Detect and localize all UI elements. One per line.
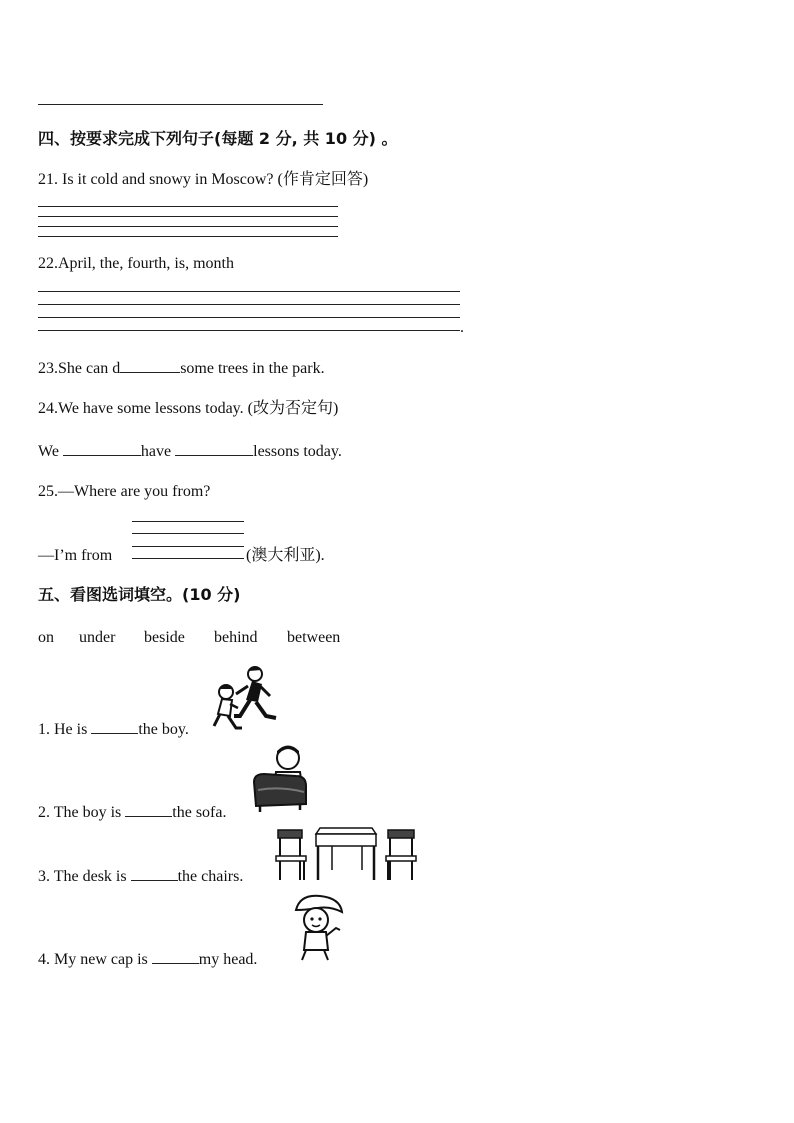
answer-line: [132, 533, 244, 534]
exercise-text: 4. My new cap is: [38, 951, 152, 968]
answer-line: [38, 226, 338, 227]
answer-line: [38, 304, 460, 305]
word-bank-item: beside: [144, 629, 185, 646]
boy-behind-sofa-picture: [250, 742, 310, 816]
answer-blank[interactable]: [120, 358, 180, 373]
question-24-text: We: [38, 443, 63, 460]
question-23: [38, 358, 325, 379]
question-22: 22.April, the, fourth, is, month: [38, 255, 234, 272]
answer-line: [38, 236, 338, 237]
answer-line: [38, 206, 338, 207]
section-title: 四、按要求完成下列句子(每题 2 分, 共 10 分) 。: [38, 129, 398, 148]
question-21: 21. Is it cold and snowy in Moscow? (作肯定回答): [38, 171, 369, 188]
question-25-answer-prefix: —I’m from: [38, 547, 113, 564]
answer-line: [38, 291, 460, 292]
exercise-4: [38, 949, 257, 970]
answer-blank[interactable]: [125, 802, 172, 817]
answer-line: [38, 317, 460, 318]
exercise-2: [38, 802, 226, 823]
answer-line: [132, 521, 244, 522]
exercise-text: my head.: [198, 951, 258, 968]
word-bank-item: on: [38, 629, 54, 646]
section-title: 五、看图选词填空。(10 分): [38, 585, 241, 604]
answer-blank[interactable]: [175, 441, 253, 456]
desk-between-chairs-picture: [274, 826, 422, 882]
answer-line: [132, 546, 244, 547]
word-bank-item: between: [287, 629, 341, 646]
word-bank-item: behind: [214, 629, 258, 646]
word-bank-item: under: [79, 629, 116, 646]
question-24-answer: [38, 441, 342, 462]
answer-blank[interactable]: [152, 949, 199, 964]
exercise-text: 1. He is: [38, 721, 92, 738]
question-22-period: .: [460, 319, 464, 336]
answer-line: [38, 216, 338, 217]
answer-line: [38, 330, 460, 331]
question-23-text: some trees in the park.: [180, 360, 325, 377]
exercise-text: 3. The desk is: [38, 868, 131, 885]
boy-with-cap-picture: [290, 892, 346, 964]
answer-blank[interactable]: [63, 441, 141, 456]
question-25-answer-suffix: (澳大利亚).: [246, 547, 325, 564]
exercise-text: the chairs.: [177, 868, 244, 885]
question-23-text: 23.She can d: [38, 360, 121, 377]
exercise-text: the boy.: [138, 721, 189, 738]
question-24-text: have: [140, 443, 176, 460]
exercise-3: [38, 866, 243, 887]
exercise-1: [38, 719, 189, 740]
exercise-text: 2. The boy is: [38, 804, 126, 821]
running-boys-picture: [210, 664, 282, 734]
answer-blank[interactable]: [131, 866, 178, 881]
answer-line: [132, 558, 244, 559]
question-24-text: lessons today.: [253, 443, 342, 460]
question-24: 24.We have some lessons today. (改为否定句): [38, 400, 339, 417]
answer-line: [38, 104, 323, 105]
answer-blank[interactable]: [91, 719, 138, 734]
question-25: 25.—Where are you from?: [38, 483, 211, 500]
exercise-text: the sofa.: [172, 804, 227, 821]
